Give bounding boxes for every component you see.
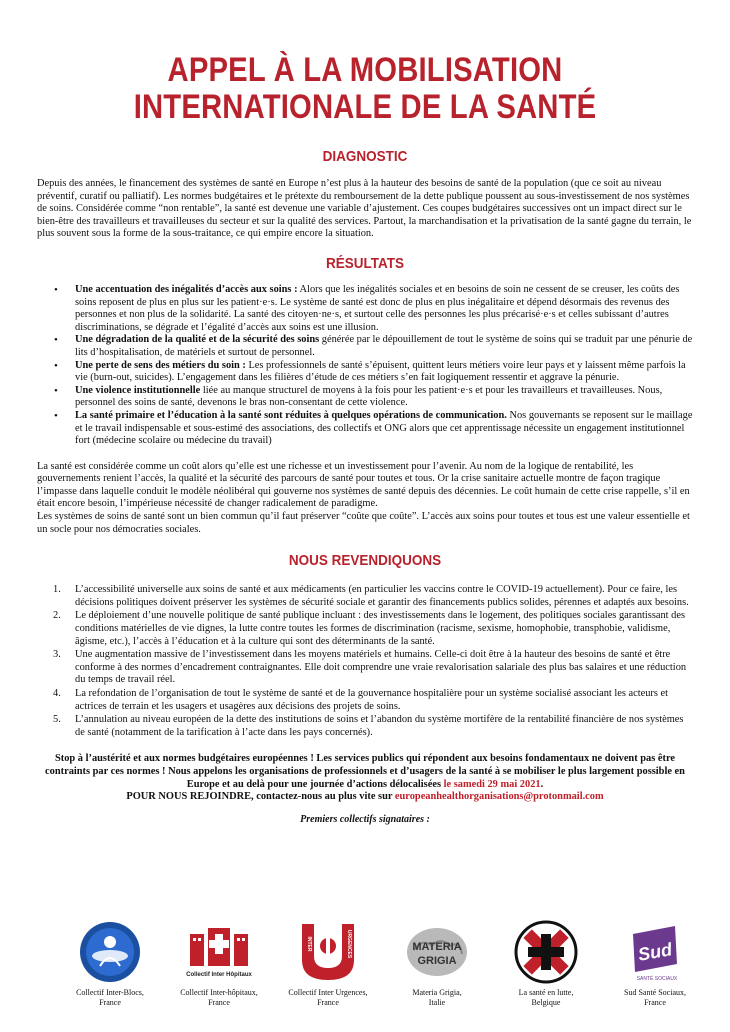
results-item-text: liée au manque structurel de moyens à la fois pour les patient·e·s et pour les travailleurs et travailleuses. Nous, personnel des soins de santé, devenons le bras non-consentant de cette violence. — [75, 384, 663, 409]
results-item-bold: La santé primaire et l’éducation à la santé sont réduites à quelques opérations de communication. — [75, 409, 507, 421]
claim-text: Le déploiement d’une nouvelle politique de santé publique incluant : des investissements dans le logement, des politiques sociales garantissant des conditions matérielles de vie dignes, la lutte contre toutes les formes de discrimination (racisme, sexisme, homophobie, transphobie, validisme, âgisme, etc.), l’accès à l’éducation et à la culture qui sont des déterminants de la santé. — [75, 610, 686, 647]
inter-blocs-logo — [75, 920, 145, 984]
claim-item — [53, 610, 693, 648]
date-suffix: . — [540, 778, 544, 790]
svg-text:INTER: INTER — [306, 936, 312, 952]
middle-paragraph-2: Les systèmes de soins de santé sont un bien commun qu’il faut préserver “coûte que coûte”. L’accès aux soins pour toutes et tous est une valeur essentielle et un socle pour nos démocraties sociales. — [37, 511, 690, 535]
results-item-bold: Une perte de sens des métiers du soin : — [75, 359, 246, 371]
closing-call: Stop à l’austérité et aux normes budgétaires européennes ! Les services publics qui répondent aux besoins fondamentaux ne doivent pas être contraints par ces normes ! Nous appelons les organisations de professionnels et d’usagers de la santé à se mobiliser le plus largement possible en Europe et au delà pour une journée d’actions délocalisées — [45, 753, 685, 790]
title-line-2: INTERNATIONALE DE LA SANTÉ — [133, 88, 597, 126]
middle-paragraph-1: La santé est considérée comme un coût alors qu’elle est une richesse et un investissement pour l’avenir. Au nom de la logique de rentabilité, les gouvernements renient l’accès, la qualité et la sécurité des parcours de santé pour toutes et tous. Or la crise sanitaire actuelle montre de façon tragique l’impasse dans laquelle conduit le modèle néolibéral qui gouverne nos systèmes de santé depuis des décennies. Le coût humain de cette crise rappelle, s’il en était encore besoin, l’impérieuse nécessité de changer radicalement de paradigme. — [37, 460, 690, 510]
svg-text:URGENCES: URGENCES — [346, 929, 352, 959]
signatory-name: Materia Grigia, Italie — [412, 988, 462, 1007]
contact-email[interactable]: europeanhealthorganisations@protonmail.com — [394, 791, 604, 803]
inter-urgences-logo — [293, 920, 363, 984]
results-item-bold: Une accentuation des inégalités d’accès aux soins : — [75, 283, 298, 295]
claim-item — [53, 584, 693, 609]
svg-text:Sud: Sud — [636, 939, 674, 965]
signatory-inter-blocs — [60, 920, 160, 1008]
signatory-name: Collectif Inter Urgences, France — [288, 988, 368, 1007]
sud-sante-logo — [620, 920, 690, 984]
results-item — [75, 284, 693, 334]
results-item-text: Alors que les inégalités sociales et en besoins de soin ne cessent de se creuser, les coûts des soins reposent de plus en plus sur les patient·e·s. Le système de santé est donc de plus en plus inégalitaire et dépend désormais des revenus des personnes et non plus de la solidarité. La santé des citoyen·ne·s, et surtout celle des personnes les plus précarisé·e·s et celles subissant d’autres discriminations, se dégrade et l’égalité d’accès aux soins est une illusion. — [75, 283, 680, 333]
svg-text:MATERIA: MATERIA — [412, 941, 462, 953]
signatories-heading: Premiers collectifs signataires : — [300, 814, 430, 826]
results-item — [75, 410, 693, 448]
diagnostic-text: Depuis des années, le financement des systèmes de santé en Europe n’est plus à la hauteur des besoins de santé de la population (que ce soit au niveau préventif, curatif ou palliatif). Les normes budgétaires et le prétexte du remboursement de la dette publique poussent au sous-investissement de nos systèmes de soins. Considérée comme “non rentable”, la santé est devenue une variable d’ajustement. Ces coupes budgétaires successives ont un impact direct sur le bien-être des travailleurs et travailleuses du secteur et sur la qualité des services. Partout, la marchandisation et la privatisation de la santé gagne du terrain, le plus souvent sous la forme de la sous-traitance, ce qui empire encore la situation. — [37, 178, 692, 240]
results-item-text: Les professionnels de santé s’épuisent, quittent leurs métiers voire leur pays et y laissent même parfois la vie (burn-out, suicides). L’engagement dans les filières d’étude de ces métiers s’en fait logiquement ressentir et aggrave la pénurie. — [75, 359, 686, 384]
signatory-name: Collectif Inter-Blocs, France — [76, 988, 144, 1007]
signatory-name: Sud Santé Sociaux, France — [624, 988, 686, 1007]
claim-item — [53, 714, 693, 739]
svg-text:SANTÉ SOCIAUX: SANTÉ SOCIAUX — [636, 976, 678, 982]
signatory-name: La santé en lutte, Belgique — [518, 988, 574, 1007]
inter-hopitaux-logo — [184, 920, 254, 984]
results-item-text: générée par le dépouillement de tout le système de soins qui se traduit par une pénurie de lits d’hospitalisation, de matériels et surtout de personnel. — [75, 334, 693, 358]
signatory-inter-urgences — [278, 920, 378, 1008]
results-list — [37, 284, 693, 448]
signatory-sud-sante — [605, 920, 705, 1008]
claims-list — [37, 584, 693, 739]
join-text: POUR NOUS REJOINDRE, contactez-nous au plus vite sur — [126, 791, 393, 803]
signatory-sante-en-lutte — [496, 920, 596, 1008]
results-item — [75, 360, 693, 385]
results-item — [75, 385, 693, 410]
claim-number: 1. — [53, 584, 61, 596]
results-item-bold: Une violence institutionnelle — [75, 384, 201, 396]
svg-text:GRIGIA: GRIGIA — [417, 955, 457, 967]
mobilisation-date: le samedi 29 mai 2021 — [443, 778, 541, 790]
main-title — [83, 0, 647, 126]
claim-text: L’annulation au niveau européen de la dette des institutions de soins et l’abandon du système mortifère de la rentabilité financière de nos systèmes de santé (notamment de la tarification à l’acte dans les pays concernés). — [75, 714, 684, 738]
claim-number: 2. — [53, 610, 61, 622]
claim-item — [53, 649, 693, 687]
signatories-logos — [60, 920, 705, 1008]
signatory-materia-grigia — [387, 920, 487, 1008]
results-item — [75, 334, 693, 359]
claims-heading: NOUS REVENDIQUONS — [288, 552, 442, 570]
title-line-1: APPEL À LA MOBILISATION — [167, 51, 563, 89]
claim-number: 4. — [53, 688, 61, 699]
claim-number: 5. — [53, 714, 61, 726]
claim-text: La refondation de l’organisation de tout le système de santé et de la gouvernance hospitalière pour un système socialisé associant les acteurs et actrices de terrain et les usagers et usagères aux décisions des projets de soins. — [75, 688, 669, 712]
results-item-bold: Une dégradation de la qualité et de la sécurité des soins — [75, 334, 320, 346]
closing-statement — [37, 753, 693, 803]
claim-text: Une augmentation massive de l’investissement dans les moyens matériels et humains. Celle-ci doit être à la hauteur des besoins de santé et être conforme à des normes d’encadrement contraignantes. Elle doit comprendre une vraie revalorisation salariale des plus bas salaires et une réduction du temps de travail réel. — [75, 649, 687, 686]
results-heading: RÉSULTATS — [325, 254, 404, 272]
middle-paragraph — [37, 461, 693, 537]
sante-en-lutte-logo — [511, 920, 581, 984]
signatory-name: Collectif Inter-hôpitaux, France — [180, 988, 258, 1007]
claim-number: 3. — [53, 649, 61, 661]
diagnostic-heading: DIAGNOSTIC — [322, 148, 408, 165]
results-item-text: Nos gouvernants se reposent sur le maillage et le travail indispensable et sous-estimé des associations, des collectifs et ONG alors que cet apprentissage nécessite un engagement institutionnel fort (médecine scolaire ou médecine du travail) — [75, 409, 693, 447]
claim-text: L’accessibilité universelle aux soins de santé et aux médicaments (en particulier les vaccins contre le COVID-19 actuellement). Pour ce faire, les décisions politiques doivent préserver les systèmes de sécurité sociale et garantir des financements publics solides, pérennes et adaptés aux besoins. — [75, 584, 689, 608]
materia-grigia-logo — [402, 920, 472, 984]
svg-text:Collectif Inter Hôpitaux: Collectif Inter Hôpitaux — [186, 972, 252, 978]
signatory-inter-hopitaux — [169, 920, 269, 1008]
claim-item — [53, 688, 693, 713]
